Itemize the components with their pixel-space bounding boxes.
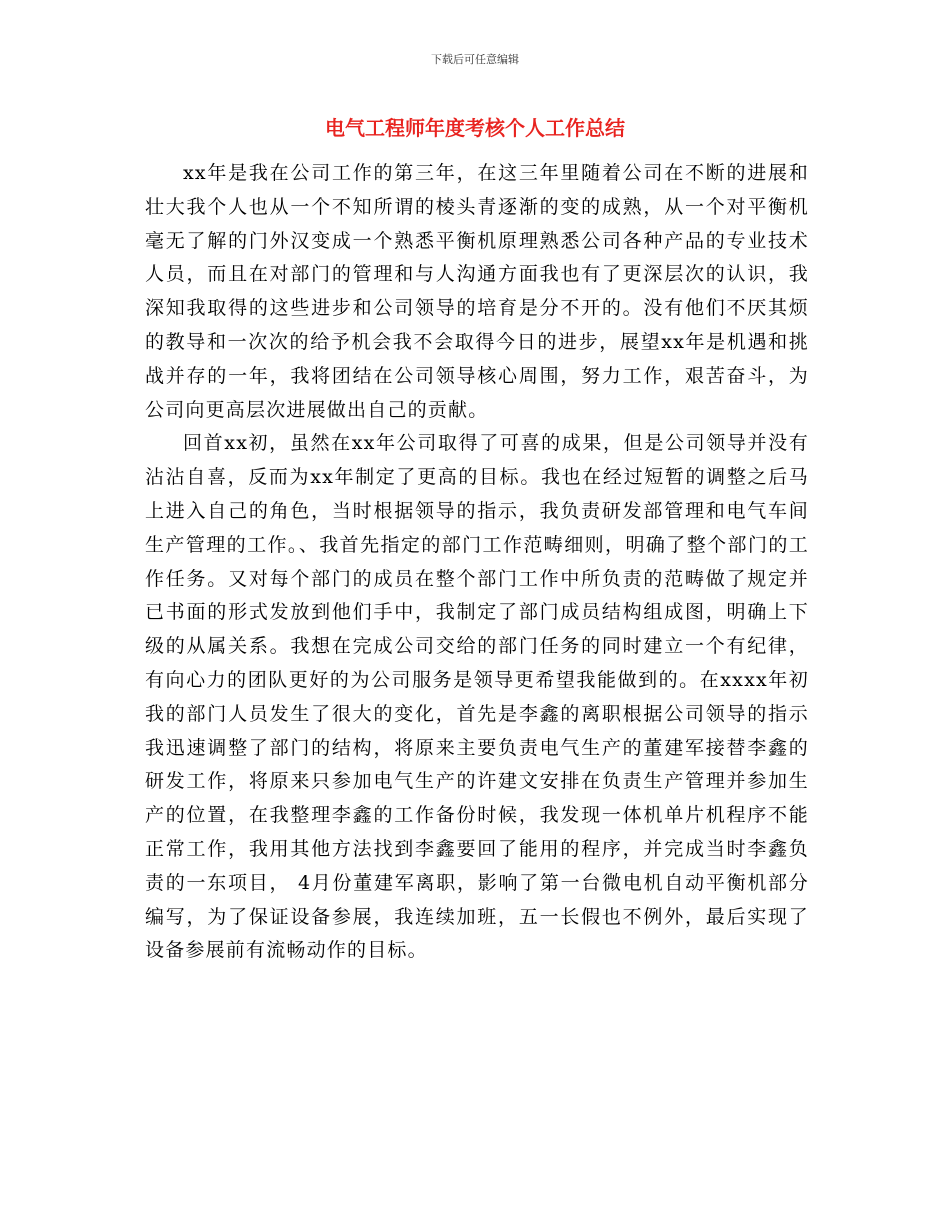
page-header-note: 下载后可任意编辑 xyxy=(431,53,519,66)
paragraph-2: 回首xx初，虽然在xx年公司取得了可喜的成果，但是公司领导并没有沾沾自喜，反而为xx年制定了更高的目标。我也在经过短暂的调整之后马上进入自己的角色，当时根据领导的指示，我负责研发部管理和电气车间生产管理的工作。、我首先指定的部门工作范畴细则，明确了整个部门的工作任务。又对每个部门的成员在整个部门工作中所负责的范畴做了规定并已书面的形式发放到他们手中，我制定了部门成员结构组成图，明确上下级的从属关系。我想在完成公司交给的部门任务的同时建立一个有纪律，有向心力的团队更好的为公司服务是领导更希望我能做到的。在xxxx年初我的部门人员发生了很大的变化，首先是李鑫的离职根据公司领导的指示我迅速调整了部门的结构，将原来主要负责电气生产的董建军接替李鑫的研发工作，将原来只参加电气生产的许建文安排在负责生产管理并参加生产的位置，在我整理李鑫的工作备份时候，我发现一体机单片机程序不能正常工作，我用其他方法找到李鑫要回了能用的程序，并完成当时李鑫负责的一东项目， 4月份董建军离职，影响了第一台微电机自动平衡机部分编写，为了保证设备参展，我连续加班，五一长假也不例外，最后实现了设备参展前有流畅动作的目标。 xyxy=(145,432,809,962)
document-body xyxy=(145,157,809,968)
document-title: 电气工程师年度考核个人工作总结 xyxy=(325,116,625,140)
paragraph-1: xx年是我在公司工作的第三年，在这三年里随着公司在不断的进展和壮大我个人也从一个不知所谓的棱头青逐渐的变的成熟，从一个对平衡机毫无了解的门外汉变成一个熟悉平衡机原理熟悉公司各种产品的专业技术人员，而且在对部门的管理和与人沟通方面我也有了更深层次的认识，我深知我取得的这些进步和公司领导的培育是分不开的。没有他们不厌其烦的教导和一次次的给予机会我不会取得今日的进步，展望xx年是机遇和挑战并存的一年，我将团结在公司领导核心周围，努力工作，艰苦奋斗，为公司向更高层次进展做出自己的贡献。 xyxy=(145,162,809,421)
